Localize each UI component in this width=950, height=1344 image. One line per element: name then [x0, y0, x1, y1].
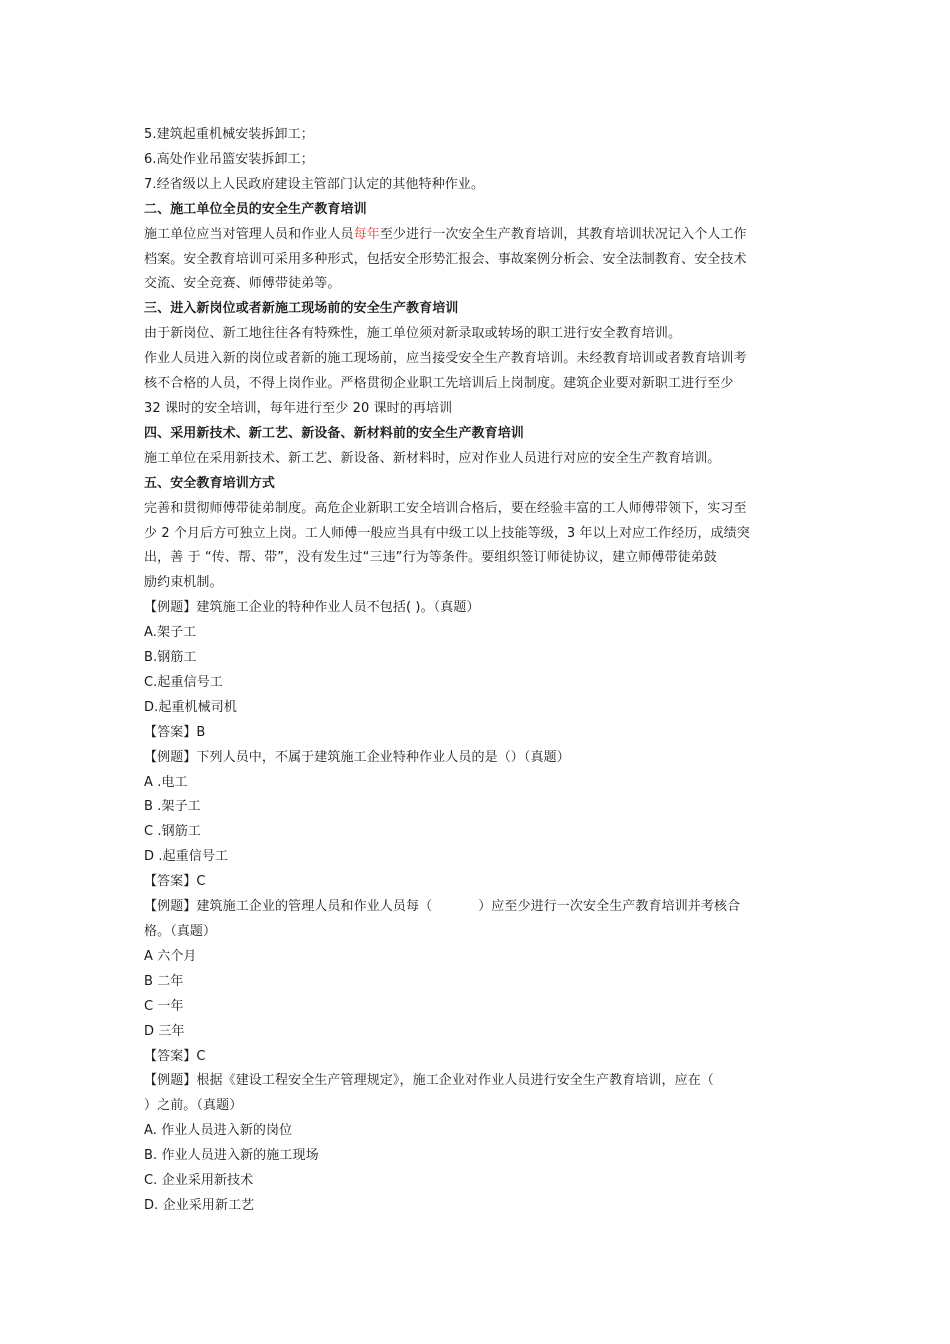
answer-option: D .起重信号工	[144, 849, 229, 865]
highlighted-text: 每年	[353, 226, 380, 242]
paragraph-line: 作业人员进入新的岗位或者新的施工现场前，应当接受安全生产教育培训。未经教育培训或者教育培训考	[144, 351, 747, 367]
paragraph-line: 励约束机制。	[144, 575, 223, 591]
paragraph-line: 少 2 个月后方可独立上岗。工人师傅一般应当具有中级工以上技能等级，3 年以上对应工作经历，成绩突	[144, 525, 750, 541]
example-question: 格。（真题）	[144, 924, 217, 939]
paragraph-line: 由于新岗位、新工地往往各有特殊性，施工单位须对新录取或转场的职工进行安全教育培训。	[144, 326, 682, 342]
text-run: 施工单位应当对管理人员和作业人员	[144, 226, 354, 242]
answer-option: B 二年	[144, 973, 184, 989]
answer-option: C. 企业采用新技术	[144, 1173, 254, 1189]
text-run: ）应至少进行一次安全生产教育培训并考核合	[478, 899, 741, 915]
text-run: 至少进行一次安全生产教育培训，其教育培训状况记入个人工作	[379, 226, 747, 242]
answer-option: A. 作业人员进入新的岗位	[144, 1123, 293, 1139]
answer-option: D.起重机械司机	[144, 699, 237, 715]
paragraph-line: 交流、安全竞赛、师傅带徒弟等。	[144, 276, 341, 292]
answer-key: 【答案】C	[144, 1048, 206, 1064]
answer-key: 【答案】C	[144, 874, 206, 890]
answer-option: C.起重信号工	[144, 674, 223, 690]
answer-option: C 一年	[144, 998, 184, 1014]
answer-option: B.钢筋工	[144, 650, 197, 666]
example-question: 【例题】根据《建设工程安全生产管理规定》，施工企业对作业人员进行安全生产教育培训，应在（	[144, 1073, 714, 1089]
answer-option: A 六个月	[144, 948, 197, 964]
answer-option: A.架子工	[144, 625, 197, 641]
section-heading-3: 三、进入新岗位或者新施工现场前的安全生产教育培训	[144, 301, 459, 317]
paragraph-line: 完善和贯彻师傅带徒弟制度。高危企业新职工安全培训合格后，要在经验丰富的工人师傅带领下，实习至	[144, 500, 747, 516]
answer-option: B .架子工	[144, 799, 201, 815]
list-item-7: 7.经省级以上人民政府建设主管部门认定的其他特种作业。	[144, 176, 485, 192]
list-item-6: 6.高处作业吊篮安装拆卸工；	[144, 151, 314, 167]
document-page	[144, 123, 809, 1219]
section-heading-2: 二、施工单位全员的安全生产教育培训	[144, 201, 367, 217]
answer-key: 【答案】B	[144, 724, 206, 740]
list-item-5: 5.建筑起重机械安装拆卸工；	[144, 127, 314, 142]
answer-option: D. 企业采用新工艺	[144, 1197, 255, 1213]
paragraph-line	[144, 223, 809, 248]
text-run: 【例题】建筑施工企业的管理人员和作业人员每（	[144, 899, 433, 915]
section-heading-5: 五、安全教育培训方式	[144, 475, 276, 491]
paragraph-line: 出，善 于 “传、帮、带”，没有发生过“三违”行为等条件。要组织签订师徒协议，建立师傅带徒弟鼓	[144, 550, 717, 566]
answer-option: B. 作业人员进入新的施工现场	[144, 1148, 319, 1164]
example-question: 【例题】建筑施工企业的特种作业人员不包括( )。（真题）	[144, 600, 480, 616]
answer-option: A .电工	[144, 774, 188, 790]
paragraph-line: 档案。安全教育培训可采用多种形式，包括安全形势汇报会、事故案例分析会、安全法制教育、安全技术	[144, 251, 747, 267]
paragraph-line: 32 课时的安全培训，每年进行至少 20 课时的再培训	[144, 400, 453, 416]
section-heading-4: 四、采用新技术、新工艺、新设备、新材料前的安全生产教育培训	[144, 425, 524, 441]
answer-option: C .钢筋工	[144, 824, 201, 840]
answer-option: D 三年	[144, 1023, 185, 1039]
example-question	[144, 895, 809, 920]
example-question: 【例题】下列人员中，不属于建筑施工企业特种作业人员的是（）（真题）	[144, 749, 570, 765]
paragraph-line: 核不合格的人员，不得上岗作业。严格贯彻企业职工先培训后上岗制度。建筑企业要对新职工进行至少	[144, 376, 734, 392]
example-question: ）之前。（真题）	[144, 1098, 243, 1114]
paragraph-line: 施工单位在采用新技术、新工艺、新设备、新材料时，应对作业人员进行对应的安全生产教育培训。	[144, 450, 721, 466]
